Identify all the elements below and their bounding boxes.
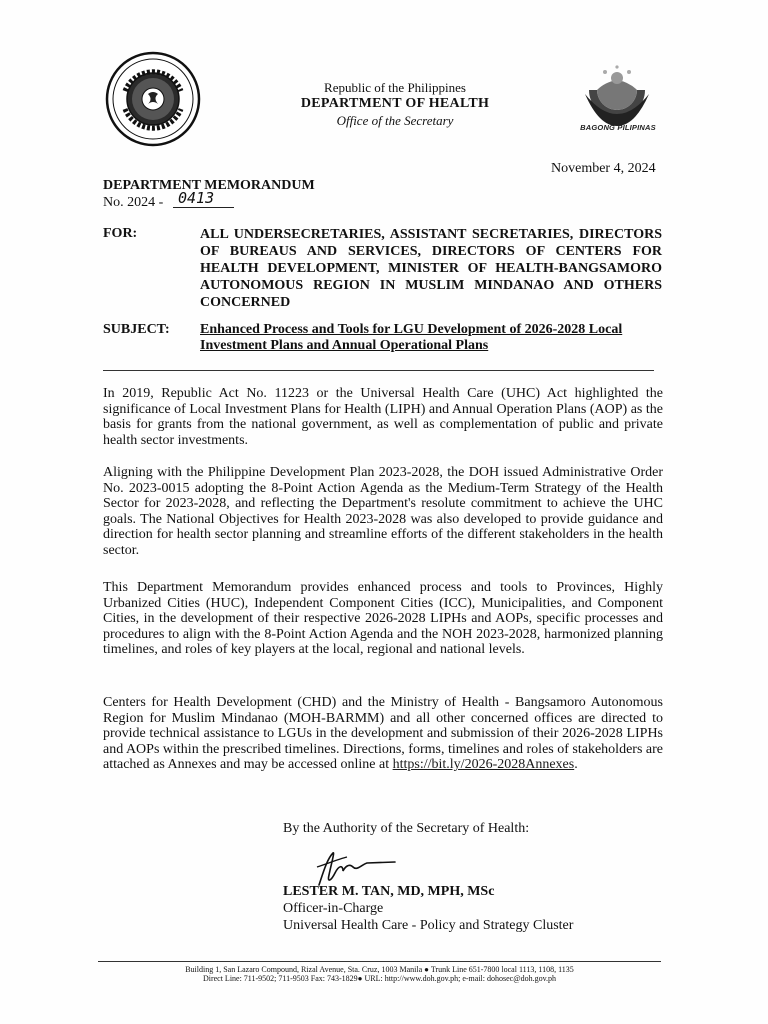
footer-divider — [98, 961, 661, 962]
body-paragraph-3: This Department Memorandum provides enhanced process and tools to Provinces, Highly Urbanized Cities (HUC), Independent Component Cities (ICC), Municipalities, and Component Cities, in the development of their respective 2026-2028 LIPHs and AOPs, specific processes and procedures to align with the 8-Point Action Agenda and the NOH 2023-2028, harmonized planning timelines, and roles of key players at the local, regional and national levels. — [103, 580, 663, 658]
subject-text: Enhanced Process and Tools for LGU Development of 2026-2028 Local Investment Plans and Annual Operational Plans — [200, 322, 623, 353]
body-paragraph-4-text: Centers for Health Development (CHD) and the Ministry of Health - Bangsamoro Autonomous Region for Muslim Mindanao (MOH-BARMM) and all other concerned offices are directed to provide technical assistance to LGUs in the development and submission of their 2026-2028 LIPHs and AOPs within the prescribed timelines. Directions, forms, timelines and roles of stakeholders are attached as Annexes and may be accessed online at — [103, 695, 663, 773]
body-paragraph-4-end: . — [574, 757, 578, 773]
footer-contact: Direct Line: 711-9502; 711-9503 Fax: 743-1829● URL: http://www.doh.gov.ph; e-mail: dohosec@doh.gov.ph — [202, 974, 557, 983]
subject-divider — [103, 370, 654, 371]
memo-date: November 4, 2024 — [551, 161, 656, 176]
footer-address: Building 1, San Lazaro Compound, Rizal Avenue, Sta. Cruz, 1003 Manila ● Trunk Line 651-7800 local 1113, 1108, 1135 — [185, 965, 574, 974]
memo-number-handwritten: 0413 — [173, 189, 234, 208]
for-recipients: ALL UNDERSECRETARIES, ASSISTANT SECRETARIES, DIRECTORS OF BUREAUS AND SERVICES, DIRECTORS OF CENTERS FOR HEALTH DEVELOPMENT, MINISTER OF HEALTH-BANGSAMORO AUTONOMOUS REGION IN MUSLIM MINDANAO AND OTHERS CONCERNED — [200, 227, 662, 310]
letterhead-department: DEPARTMENT OF HEALTH — [300, 96, 490, 111]
letterhead-republic: Republic of the Philippines — [324, 80, 466, 95]
for-label: FOR: — [103, 226, 138, 241]
signatory-cluster: Universal Health Care - Policy and Strategy Cluster — [283, 918, 574, 933]
doh-seal-icon — [105, 51, 201, 147]
signatory-title: Officer-in-Charge — [283, 901, 384, 916]
memo-title: DEPARTMENT MEMORANDUM — [103, 178, 315, 193]
subject-label: SUBJECT: — [103, 322, 170, 337]
logo-caption: BAGONG PILIPINAS — [580, 123, 656, 132]
annexes-link[interactable]: https://bit.ly/2026-2028Annexes — [392, 757, 575, 773]
body-paragraph-4 — [103, 695, 663, 773]
memo-number-label: No. 2024 - — [103, 195, 164, 210]
body-paragraph-2: Aligning with the Philippine Development Plan 2023-2028, the DOH issued Administrative Order No. 2023-0015 adopting the 8-Point Action Agenda as the Medium-Term Strategy of the Health Sector for 2023-2028, and reflecting the Department's resolute commitment to achieve the UHC goals. The National Objectives for Health 2023-2028 was also developed to provide guidance and direction for health sector planning and streamline efforts of the different stakeholders in the health sector. — [103, 465, 663, 558]
memo-number — [103, 189, 215, 211]
body-paragraph-1: In 2019, Republic Act No. 11223 or the Universal Health Care (UHC) Act highlighted the significance of Local Investment Plans for Health (LIPH) and Annual Operation Plans (AOP) as the basis for grants from the national government, as well as complementation of public and private health sector investments. — [103, 386, 663, 448]
letterhead-office: Office of the Secretary — [336, 113, 454, 128]
authority-line: By the Authority of the Secretary of Health: — [283, 821, 530, 836]
signatory-name: LESTER M. TAN, MD, MPH, MSc — [283, 884, 495, 899]
